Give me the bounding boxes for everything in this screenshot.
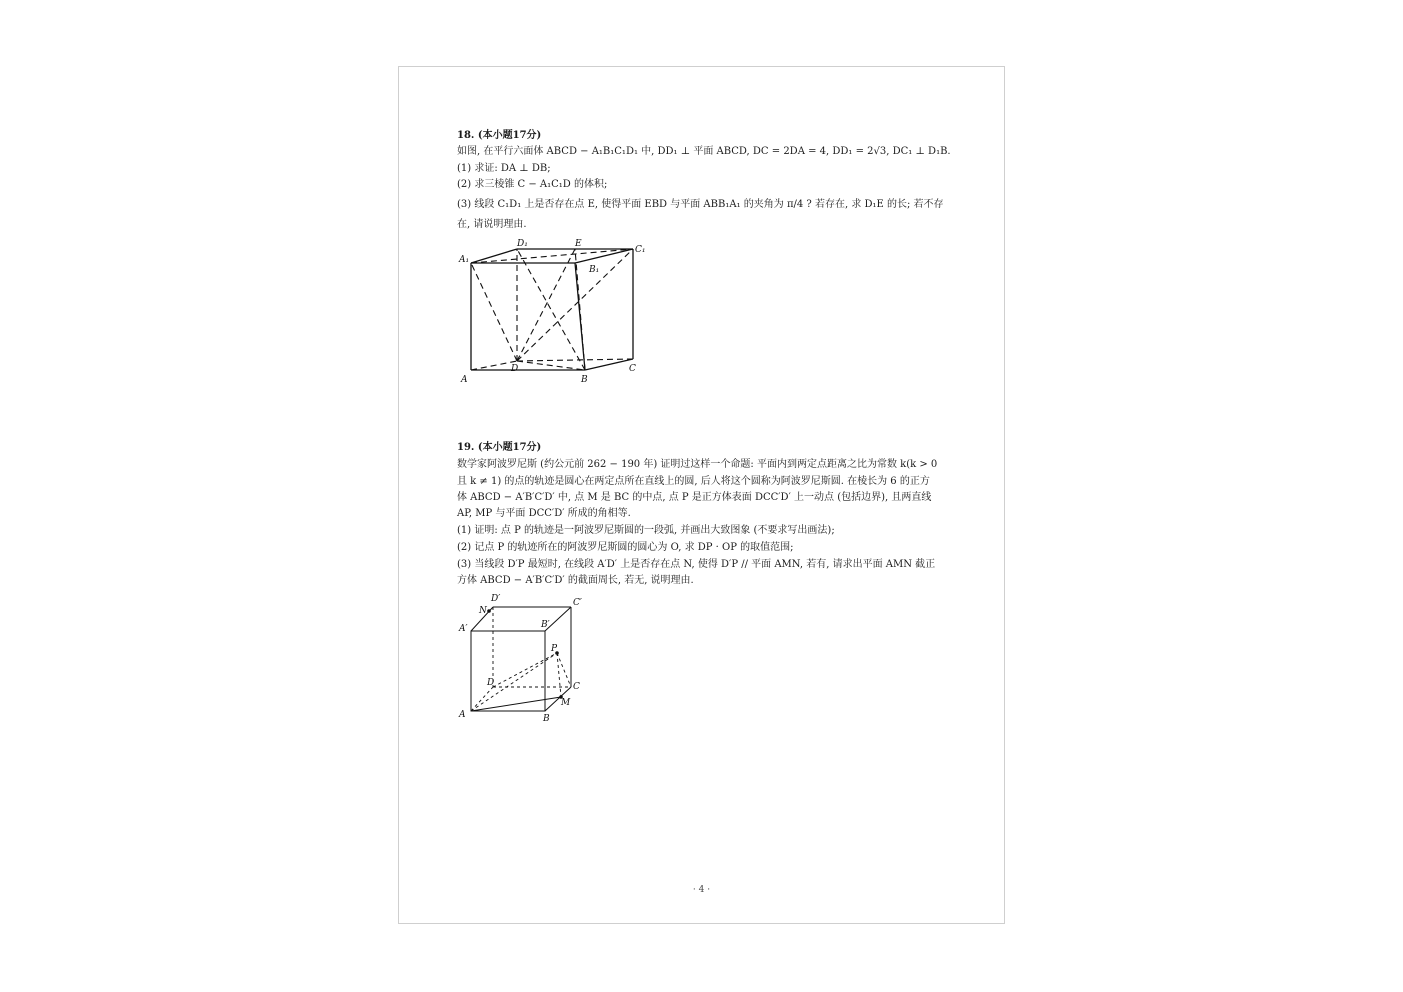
q18-line1: 如图, 在平行六面体 ABCD − A₁B₁C₁D₁ 中, DD₁ ⊥ 平面 ABCD, DC = 2DA = 4, DD₁ = 2√3, DC₁ ⊥ D₁B.	[457, 146, 951, 157]
q19-line4: AP, MP 与平面 DCC′D′ 所成的角相等.	[457, 508, 631, 519]
segment-pm	[557, 653, 561, 697]
label-b: B	[581, 375, 588, 385]
segment-pc	[557, 653, 571, 687]
label-dp: D′	[491, 594, 501, 604]
label-m: M	[561, 698, 571, 708]
q18-title: 18. (本小题17分)	[457, 130, 542, 141]
q19-line3: 体 ABCD − A′B′C′D′ 中, 点 M 是 BC 的中点, 点 P 是正方体表面 DCC′D′ 上一动点 (包括边界), 且两直线	[457, 492, 932, 503]
q19-line2: 且 k ≠ 1) 的点的轨迹是圆心在两定点所在直线上的圆, 后人将这个圆称为阿波罗尼斯圆. 在棱长为 6 的正方	[457, 476, 930, 487]
q19-part3a: (3) 当线段 D′P 最短时, 在线段 A′D′ 上是否存在点 N, 使得 D′P // 平面 AMN, 若有, 请求出平面 AMN 截正	[457, 559, 936, 570]
q19-part1: (1) 证明: 点 P 的轨迹是一阿波罗尼斯圆的一段弧, 并画出大致图象 (不要求写出画法);	[457, 525, 835, 536]
label-p: P	[551, 644, 558, 654]
edge-de	[517, 249, 575, 361]
page-number: · 4 ·	[692, 885, 711, 895]
q18-part2: (2) 求三棱锥 C − A₁C₁D 的体积;	[457, 179, 608, 190]
edge-a-d	[471, 687, 493, 711]
label-cp: C′	[573, 598, 582, 608]
q18-part3a: (3) 线段 C₁D₁ 上是否存在点 E, 使得平面 EBD 与平面 ABB₁A₁ 的夹角为 π/4 ? 若存在, 求 D₁E 的长; 若不存	[457, 199, 944, 210]
label-bp: B′	[541, 620, 550, 630]
label-a19: A	[459, 710, 466, 720]
edge-da1	[471, 263, 517, 361]
q18-part1: (1) 求证: DA ⊥ DB;	[457, 163, 551, 174]
segment-dp	[493, 653, 557, 687]
exam-page	[398, 66, 1005, 924]
q19-part3b: 方体 ABCD − A′B′C′D′ 的截面周长, 若无, 说明理由.	[457, 575, 694, 586]
label-d19: D	[487, 678, 495, 688]
q18-part3b: 在, 请说明理由.	[457, 219, 527, 230]
cube-front-face	[471, 631, 545, 711]
label-n: N	[479, 606, 487, 616]
label-b1: B₁	[589, 265, 600, 275]
label-c19: C	[573, 682, 580, 692]
edge-b1b	[575, 263, 585, 370]
edge-db	[517, 361, 585, 370]
label-e: E	[575, 239, 582, 249]
q19-title: 19. (本小题17分)	[457, 442, 542, 453]
edge-bc	[585, 359, 633, 370]
segment-ap	[471, 653, 557, 711]
label-c: C	[629, 364, 636, 374]
label-ap: A′	[459, 624, 468, 634]
label-d: D	[511, 364, 519, 374]
q19-line1: 数学家阿波罗尼斯 (约公元前 262 − 190 年) 证明过这样一个命题: 平面内到两定点距离之比为常数 k(k > 0	[457, 459, 938, 470]
label-a1: A₁	[459, 255, 470, 265]
label-d1: D₁	[517, 239, 528, 249]
edge-dc	[517, 359, 633, 361]
label-b19: B	[543, 714, 550, 724]
q18-parallelepiped-figure	[457, 237, 657, 387]
point-n	[487, 609, 491, 613]
q19-part2: (2) 记点 P 的轨迹所在的阿波罗尼斯圆的圆心为 O, 求 DP · OP 的取值范围;	[457, 542, 794, 553]
label-c1: C₁	[635, 245, 646, 255]
label-a: A	[461, 375, 468, 385]
q19-cube-figure	[457, 591, 597, 724]
